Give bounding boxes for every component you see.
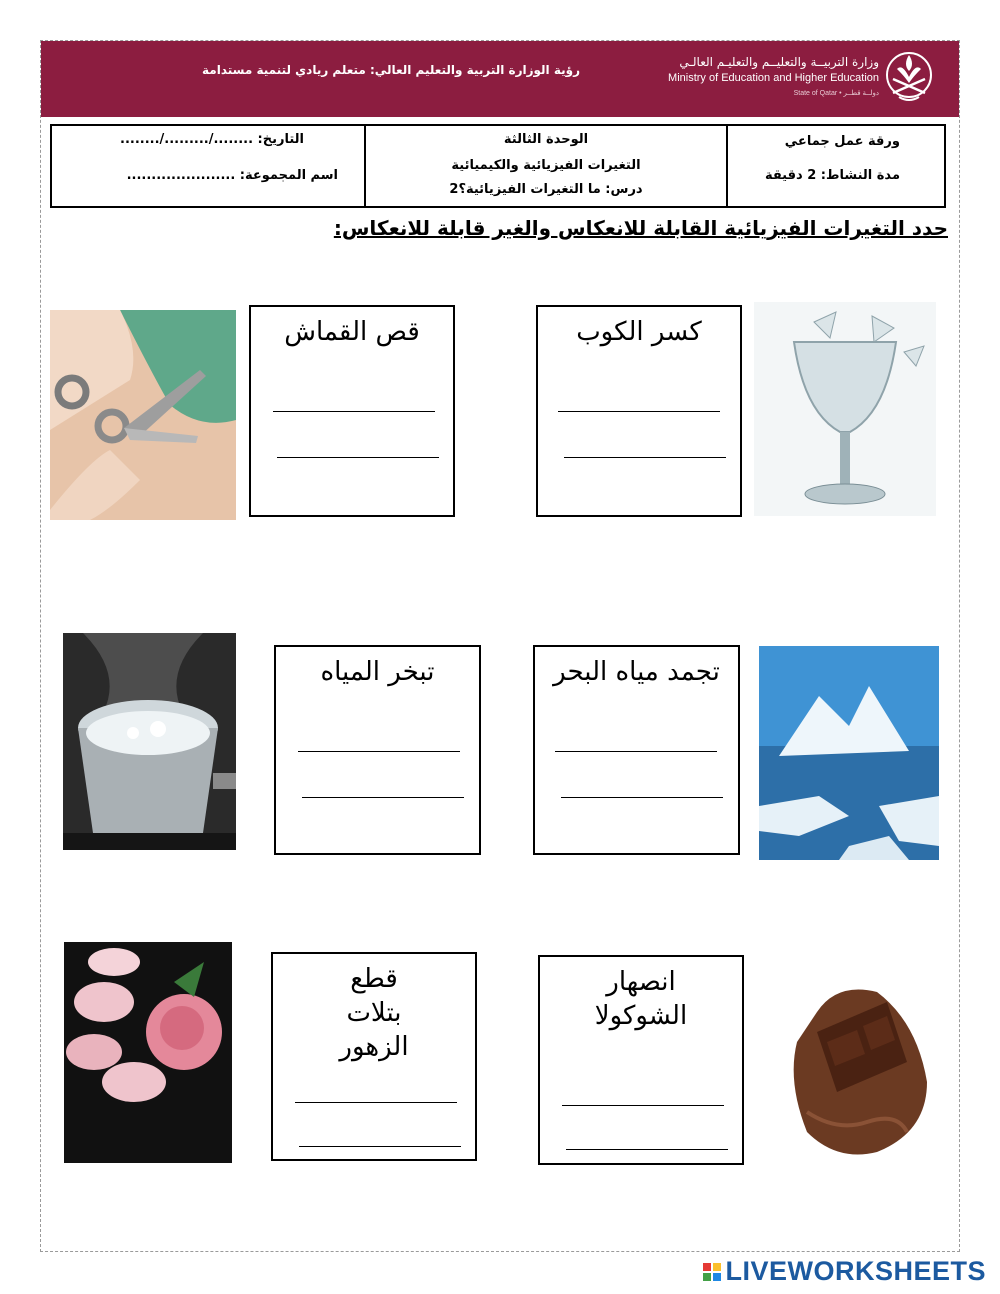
answer-line-2[interactable] [277,457,439,458]
water-evaporation-card [274,645,481,855]
icebergs-photo [759,646,939,860]
cutting-cloth-label: قص القماش [284,317,420,347]
cutting-petals-label: قطع بتلات الزهور [339,964,409,1062]
answer-line-2[interactable] [299,1146,461,1147]
liveworksheets-logo-icon [703,1263,721,1281]
ministry-banner [41,41,959,117]
answer-line-1[interactable] [555,751,717,752]
seawater-freezing-card [533,645,740,855]
topic-title: التغيرات الفيزيائية والكيميائية [451,158,641,173]
answer-line-1[interactable] [298,751,460,752]
breaking-cup-label: كسر الكوب [576,317,702,347]
qatar-emblem-icon [883,47,935,109]
breaking-cup-card [536,305,742,517]
answer-line-1[interactable] [273,411,435,412]
group-name-field[interactable]: اسم المجموعة: ...................... [126,168,338,183]
liveworksheets-logo[interactable] [703,1256,986,1287]
date-group-cell [52,126,364,206]
boiling-water-photo [63,633,236,850]
answer-line-1[interactable] [562,1105,724,1106]
answer-line-1[interactable] [558,411,720,412]
unit-title: الوحدة الثالثة [503,132,589,147]
liveworksheets-brand: LIVEWORKSHEETS [725,1256,986,1286]
cutting-petals-card [271,952,477,1161]
ministry-name-english: Ministry of Education and Higher Education [668,72,879,84]
instruction-heading: حدد التغيرات الفيزيائية القابلة للانعكاس والغير قابلة للانعكاس: [333,216,948,240]
melting-chocolate-label: انصهار الشوكولا [594,967,688,1031]
ministry-vision: رؤية الوزارة التربية والتعليم العالي: متعلم ريادي لتنمية مستدامة [202,63,580,77]
melting-chocolate-card [538,955,744,1165]
melting-chocolate-photo [777,962,937,1170]
water-evaporation-label: تبخر المياه [320,657,435,687]
activity-duration: مدة النشاط: 2 دقيقة [764,168,900,183]
answer-line-2[interactable] [302,797,464,798]
broken-glass-photo [754,302,936,516]
seawater-freezing-label: تجمد مياه البحر [553,657,720,687]
worksheet-type: ورقة عمل جماعي [784,134,900,149]
rose-petals-photo [64,942,232,1163]
state-of-qatar: State of Qatar • دولــة قطــر [793,90,879,97]
unit-cell [364,126,726,206]
cutting-cloth-card [249,305,455,517]
lesson-title: درس: ما التغيرات الفيزيائية؟2 [449,182,643,197]
date-field[interactable]: التاريخ: ......../........./........ [120,132,304,147]
answer-line-2[interactable] [561,797,723,798]
answer-line-2[interactable] [566,1149,728,1150]
ministry-name-arabic: وزارة التربيــة والتعليــم والتعليـم العالـي [679,55,879,69]
answer-line-2[interactable] [564,457,726,458]
answer-line-1[interactable] [295,1102,457,1103]
worksheet-info-table [50,124,946,208]
worksheet-type-cell [726,126,944,206]
scissors-cloth-photo [50,310,236,520]
